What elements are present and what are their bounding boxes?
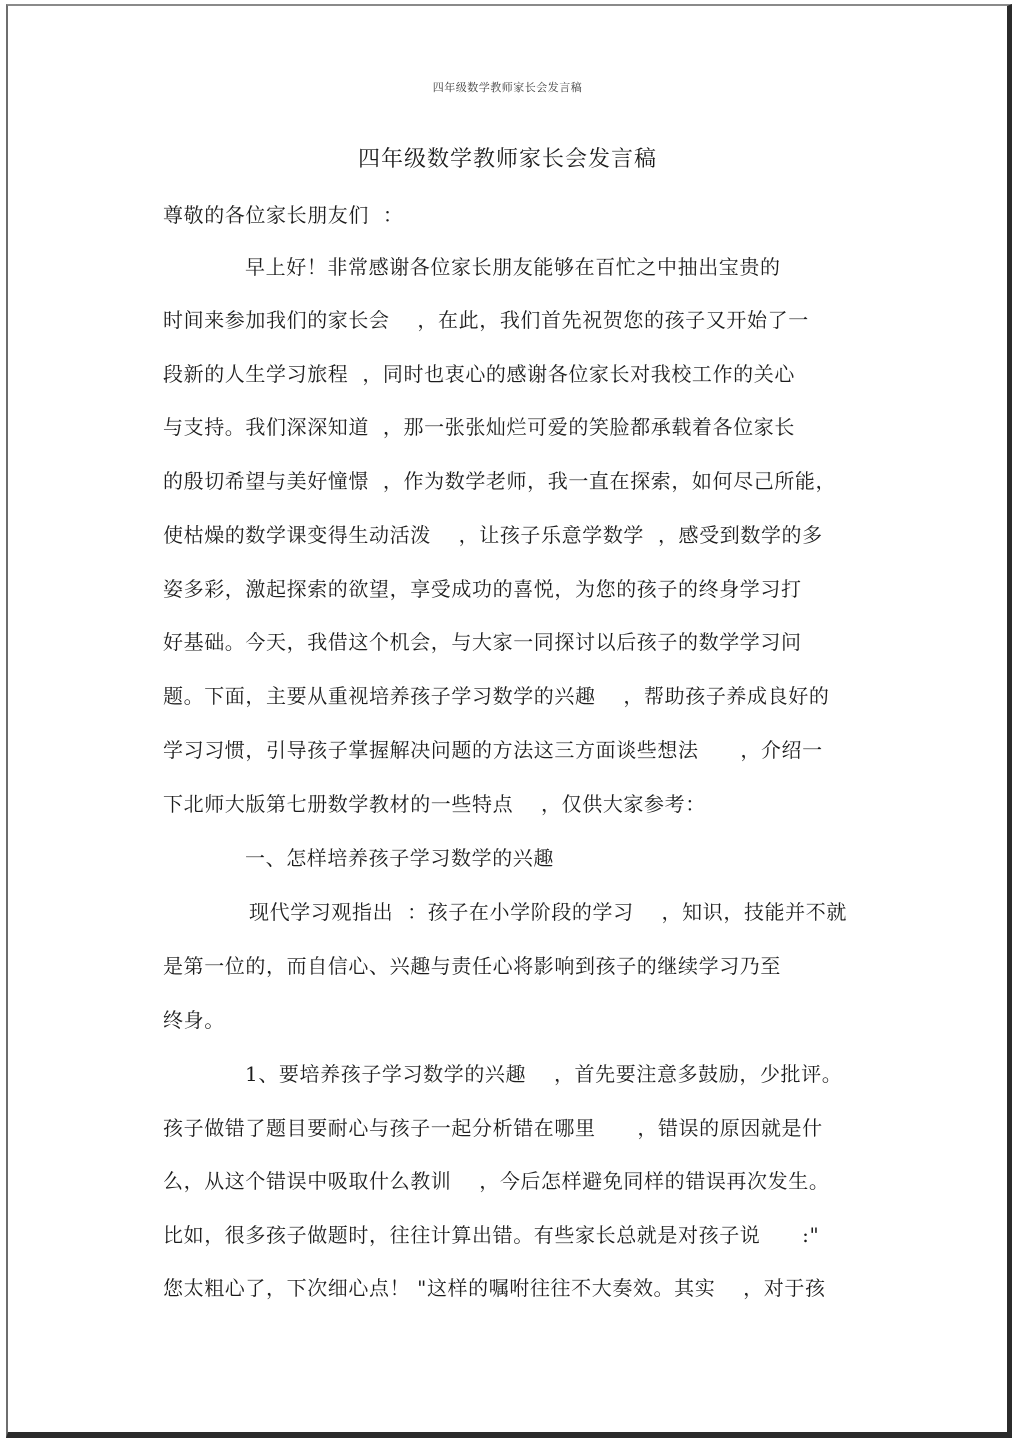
- paragraph-line: 是第一位的，而自信心、兴趣与责任心将影响到孩子的继续学习乃至: [163, 954, 781, 978]
- paragraph-line: 孩子做错了题目要耐心与孩子一起分析错在哪里 ，错误的原因就是什: [163, 1116, 823, 1140]
- paragraph-line: 早上好！非常感谢各位家长朋友能够在百忙之中抽出宝贵的: [245, 255, 781, 279]
- salutation-line: 尊敬的各位家长朋友们 ：: [163, 203, 404, 227]
- paragraph-line: 么，从这个错误中吸取什么教训 ，今后怎样避免同样的错误再次发生。: [163, 1169, 830, 1193]
- paragraph-line: 学习习惯，引导孩子掌握解决问题的方法这三方面谈些想法 ，介绍一: [163, 738, 823, 762]
- document-title: 四年级数学教师家长会发言稿: [357, 147, 657, 172]
- paragraph-line: 题。下面，主要从重视培养孩子学习数学的兴趣 ，帮助孩子养成良好的: [163, 684, 830, 708]
- paragraph-line: 的殷切希望与美好憧憬 ，作为数学老师，我一直在探索，如何尽己所能，: [163, 469, 837, 493]
- paragraph-line: 与支持。我们深深知道 ，那一张张灿烂可爱的笑脸都承载着各位家长: [163, 415, 795, 439]
- paragraph-line: 时间来参加我们的家长会 ，在此，我们首先祝贺您的孩子又开始了一: [163, 308, 809, 332]
- paragraph-line: 1、要培养孩子学习数学的兴趣 ，首先要注意多鼓励，少批评。: [245, 1062, 843, 1086]
- paragraph-line: 比如，很多孩子做题时，往往计算出错。有些家长总就是对孩子说 :": [163, 1223, 820, 1247]
- paragraph-line: 终身。: [163, 1008, 225, 1032]
- paragraph-line: 下北师大版第七册数学教材的一些特点 ，仅供大家参考：: [163, 792, 706, 816]
- running-header: 四年级数学教师家长会发言稿: [432, 81, 583, 94]
- paragraph-line: 使枯燥的数学课变得生动活泼 ，让孩子乐意学数学 ，感受到数学的多: [163, 523, 823, 547]
- section-heading: 一、怎样培养孩子学习数学的兴趣: [245, 846, 554, 870]
- paragraph-line: 姿多彩，激起探索的欲望，享受成功的喜悦，为您的孩子的终身学习打: [163, 577, 802, 601]
- document-page: [6, 4, 1012, 1438]
- paragraph-line: 现代学习观指出 ：孩子在小学阶段的学习 ，知识，技能并不就: [249, 900, 847, 924]
- paragraph-line: 好基础。今天，我借这个机会，与大家一同探讨以后孩子的数学学习问: [163, 630, 802, 654]
- paragraph-line: 段新的人生学习旅程 ，同时也衷心的感谢各位家长对我校工作的关心: [163, 362, 795, 386]
- paragraph-line: 您太粗心了，下次细心点！ "这样的嘱咐往往不大奏效。其实 ，对于孩: [163, 1276, 826, 1300]
